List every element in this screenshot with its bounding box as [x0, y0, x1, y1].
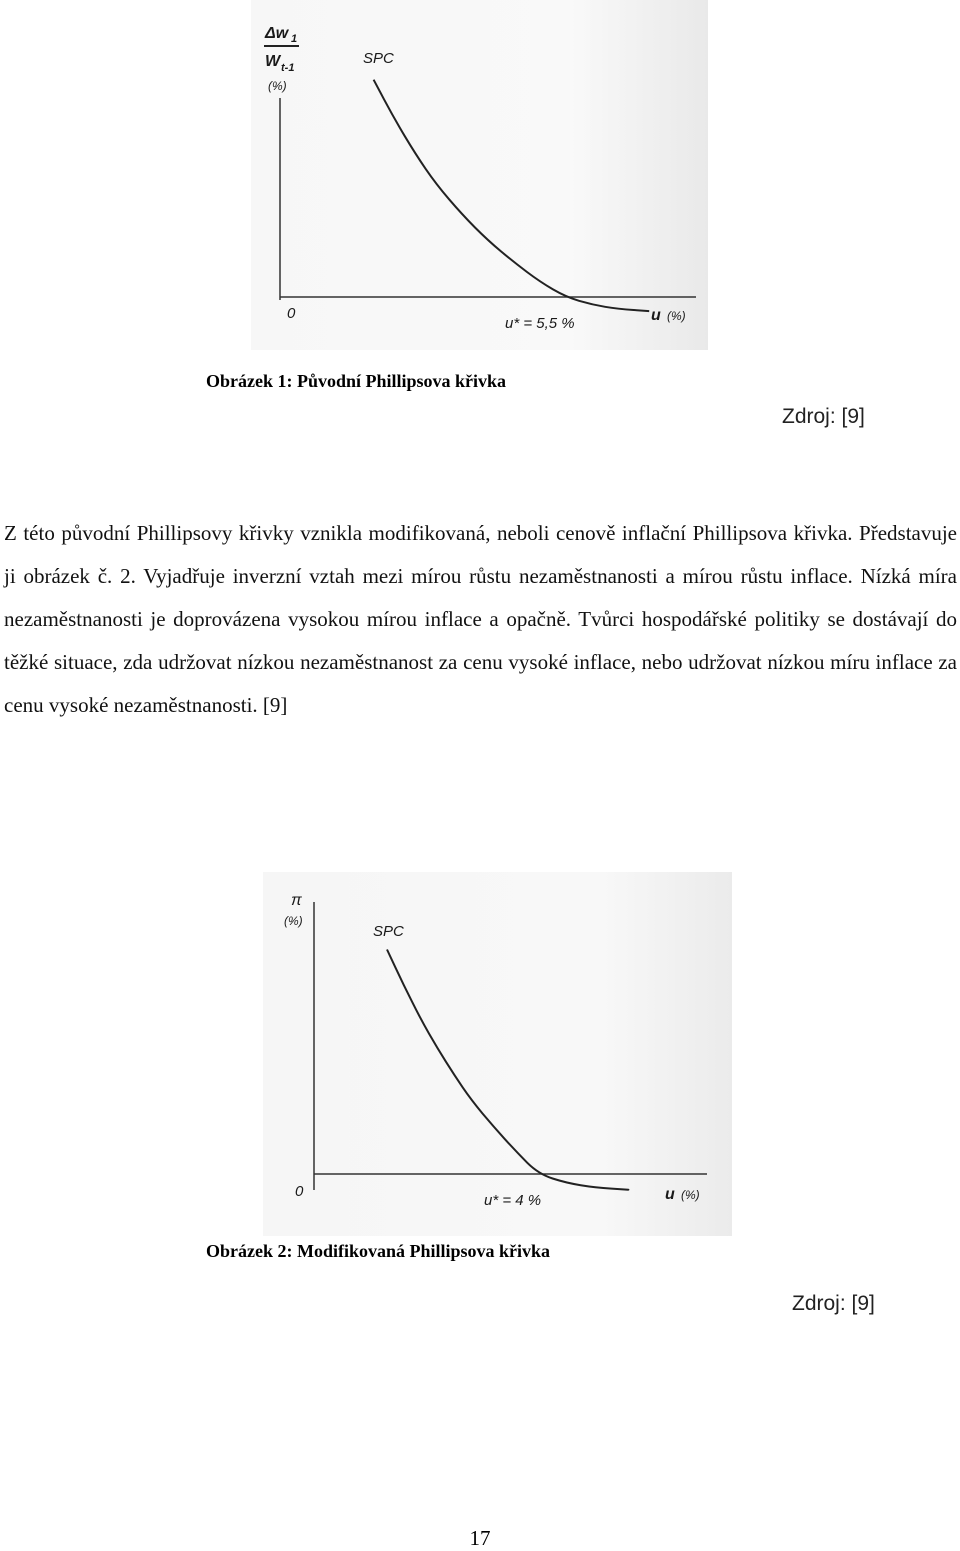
figure-1-chart — [251, 0, 708, 350]
figure-2-source: Zdroj: [9] — [792, 1292, 875, 1315]
y-axis-label-numerator-sub: 1 — [291, 33, 298, 45]
phillips-curve-line — [374, 80, 650, 311]
natural-rate-label: u* = 5,5 % — [505, 315, 575, 332]
natural-rate-label: u* = 4 % — [484, 1192, 542, 1209]
y-axis-label-numerator: Δw — [265, 25, 289, 42]
y-axis-label-denominator: W — [265, 53, 281, 70]
figure-1-original-phillips-curve — [251, 0, 708, 350]
curve-label-spc: SPC — [373, 923, 404, 940]
curve-label-spc: SPC — [363, 50, 394, 67]
y-axis-unit: (%) — [268, 79, 287, 93]
figure-1-caption: Obrázek 1: Původní Phillipsova křivka — [206, 371, 507, 391]
figure-2-chart — [263, 872, 732, 1236]
figure-1-source: Zdroj: [9] — [782, 405, 865, 428]
y-axis-unit: (%) — [284, 914, 303, 928]
y-axis-label-pi: π — [291, 892, 302, 909]
body-paragraph: Z této původní Phillipsovy křivky vznikla modifikovaná, neboli cenově inflační Phillipsova křivka. Představuje ji obrázek č. 2. Vyjadřuje inverzní vztah mezi mírou růstu nezaměstnanosti a mírou růstu inflace. Nízká míra nezaměstnanosti je doprovázena vysokou mírou inflace a opačně. Tvůrci hospodářské politiky se dostávají do těžké situace, zda udržovat nízkou nezaměstnanost za cenu vysoké inflace, nebo udržovat nízkou míru inflace za cenu vysoké nezaměstnanosti. [9] — [4, 521, 957, 717]
phillips-curve-line — [387, 950, 628, 1190]
x-axis-label-variable: u — [665, 1186, 675, 1203]
x-axis-label-unit: (%) — [667, 309, 686, 323]
figure-2-caption: Obrázek 2: Modifikovaná Phillipsova křivka — [206, 1241, 551, 1261]
x-axis-label-variable: u — [651, 307, 661, 324]
origin-label: 0 — [295, 1183, 304, 1200]
figure-2-modified-phillips-curve — [263, 872, 732, 1236]
page-number: 17 — [469, 1526, 491, 1550]
y-axis-label-denominator-sub: t-1 — [281, 62, 295, 74]
y-axis-label-group — [264, 25, 299, 93]
origin-label: 0 — [287, 305, 296, 322]
x-axis-label-unit: (%) — [681, 1188, 700, 1202]
